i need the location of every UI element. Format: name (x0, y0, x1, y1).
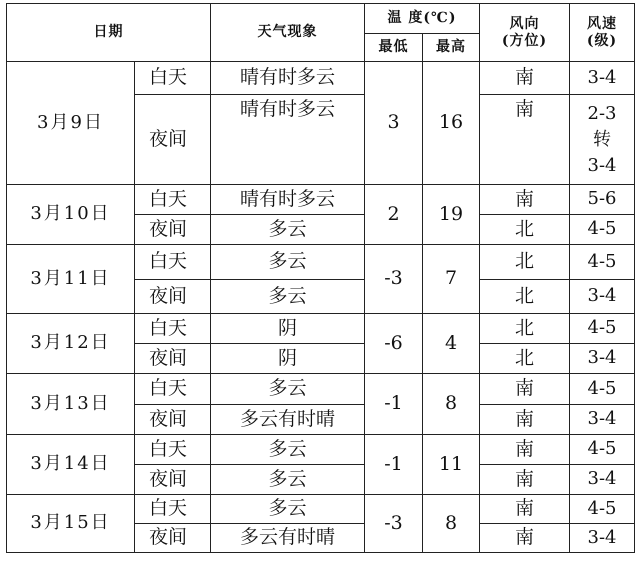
min-temp-cell: -3 (365, 245, 423, 314)
period-cell: 夜间 (135, 405, 211, 435)
date-cell: 3月14日 (7, 435, 135, 495)
date-cell: 3月12日 (7, 314, 135, 374)
header-max-temp: 最高 (423, 34, 480, 62)
period-cell: 夜间 (135, 95, 211, 185)
wind-speed-cell: 3-4 (570, 280, 635, 314)
table-row (7, 245, 635, 280)
weather-cell: 多云 (211, 215, 365, 245)
wind-speed-cell: 4-5 (570, 245, 635, 280)
period-cell: 白天 (135, 185, 211, 215)
period-cell: 夜间 (135, 280, 211, 314)
weather-cell: 多云 (211, 435, 365, 465)
table-row (7, 435, 635, 465)
wind-speed-cell: 3-4 (570, 405, 635, 435)
max-temp-cell: 19 (423, 185, 480, 245)
wind-direction-cell: 南 (480, 62, 570, 95)
weather-cell: 多云有时晴 (211, 524, 365, 553)
table-row (7, 62, 635, 95)
date-cell: 3月15日 (7, 495, 135, 553)
wind-speed-cell: 3-4 (570, 62, 635, 95)
period-cell: 白天 (135, 314, 211, 344)
wind-speed-cell: 5-6 (570, 185, 635, 215)
wind-speed-cell: 4-5 (570, 374, 635, 405)
period-cell: 白天 (135, 245, 211, 280)
wind-speed-line: 转 (593, 128, 611, 150)
header-wind-direction (480, 4, 570, 62)
period-cell: 白天 (135, 435, 211, 465)
weather-cell: 多云 (211, 465, 365, 495)
wind-direction-cell: 南 (480, 435, 570, 465)
header-wind-direction-line2: (方位) (501, 32, 548, 49)
weather-cell: 阴 (211, 314, 365, 344)
weather-cell: 多云 (211, 495, 365, 524)
wind-direction-cell: 北 (480, 314, 570, 344)
wind-direction-cell: 北 (480, 215, 570, 245)
period-cell: 夜间 (135, 524, 211, 553)
header-wind-direction-line1: 风向 (509, 16, 540, 33)
wind-speed-cell (570, 95, 635, 185)
weather-cell: 阴 (211, 344, 365, 374)
header-wind-speed (570, 4, 635, 62)
max-temp-cell: 4 (423, 314, 480, 374)
date-cell: 3月13日 (7, 374, 135, 435)
max-temp-cell: 8 (423, 495, 480, 553)
min-temp-cell: -6 (365, 314, 423, 374)
header-date: 日期 (7, 4, 211, 62)
header-temperature: 温 度(℃) (365, 4, 480, 34)
wind-speed-cell: 4-5 (570, 435, 635, 465)
weather-cell: 多云 (211, 245, 365, 280)
wind-direction-cell: 北 (480, 344, 570, 374)
max-temp-cell: 8 (423, 374, 480, 435)
table-row (7, 185, 635, 215)
wind-direction-cell: 南 (480, 465, 570, 495)
wind-direction-cell: 南 (480, 405, 570, 435)
period-cell: 白天 (135, 495, 211, 524)
table-row (7, 314, 635, 344)
min-temp-cell: -1 (365, 374, 423, 435)
min-temp-cell: -1 (365, 435, 423, 495)
header-min-temp: 最低 (365, 34, 423, 62)
weather-cell: 多云有时晴 (211, 405, 365, 435)
wind-speed-cell: 3-4 (570, 465, 635, 495)
date-cell: 3月10日 (7, 185, 135, 245)
header-weather: 天气现象 (211, 4, 365, 62)
max-temp-cell: 16 (423, 62, 480, 185)
header-wind-speed-line1: 风速 (587, 16, 617, 33)
wind-speed-line: 3-4 (587, 154, 617, 176)
max-temp-cell: 7 (423, 245, 480, 314)
min-temp-cell: 2 (365, 185, 423, 245)
wind-direction-cell: 南 (480, 374, 570, 405)
weather-cell: 晴有时多云 (211, 95, 365, 185)
max-temp-cell: 11 (423, 435, 480, 495)
min-temp-cell: 3 (365, 62, 423, 185)
weather-cell: 晴有时多云 (211, 62, 365, 95)
wind-direction-cell: 南 (480, 95, 570, 185)
wind-speed-cell: 4-5 (570, 314, 635, 344)
period-cell: 白天 (135, 62, 211, 95)
period-cell: 夜间 (135, 215, 211, 245)
min-temp-cell: -3 (365, 495, 423, 553)
weather-cell: 晴有时多云 (211, 185, 365, 215)
wind-direction-cell: 北 (480, 280, 570, 314)
wind-speed-cell: 3-4 (570, 344, 635, 374)
wind-direction-cell: 南 (480, 185, 570, 215)
weather-forecast-table (6, 3, 635, 553)
weather-cell: 多云 (211, 374, 365, 405)
wind-speed-cell: 4-5 (570, 495, 635, 524)
weather-cell: 多云 (211, 280, 365, 314)
period-cell: 白天 (135, 374, 211, 405)
wind-speed-line: 2-3 (587, 102, 617, 124)
wind-direction-cell: 南 (480, 495, 570, 524)
wind-direction-cell: 南 (480, 524, 570, 553)
wind-speed-cell: 4-5 (570, 215, 635, 245)
period-cell: 夜间 (135, 344, 211, 374)
table-row (7, 495, 635, 524)
period-cell: 夜间 (135, 465, 211, 495)
wind-direction-cell: 北 (480, 245, 570, 280)
date-cell: 3月9日 (7, 62, 135, 185)
header-wind-speed-line2: (级) (586, 32, 618, 49)
date-cell: 3月11日 (7, 245, 135, 314)
wind-speed-cell: 3-4 (570, 524, 635, 553)
table-row (7, 374, 635, 405)
